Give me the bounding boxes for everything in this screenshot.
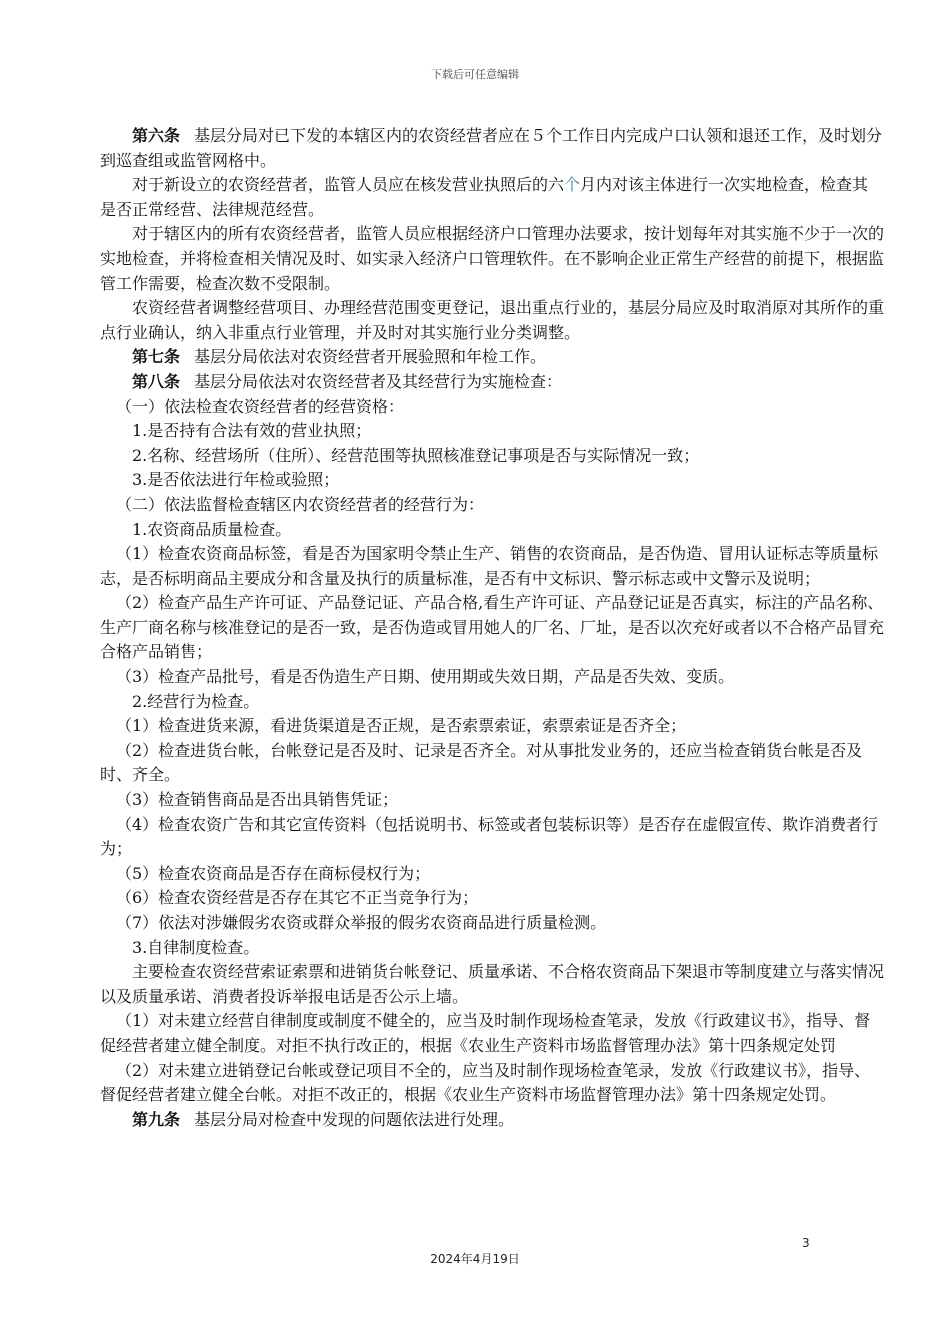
article-7: 第七条 基层分局依法对农资经营者开展验照和年检工作。 [132, 347, 547, 367]
paragraph: （3）检查产品批号，看是否伪造生产日期、使用期或失效日期，产品是否失效、变质。 [116, 667, 735, 687]
paragraph: （1）检查进货来源，看进货渠道是否正规，是否索票索证，索票索证是否齐全； [116, 716, 687, 736]
paragraph: （2）对未建立进销登记台帐或登记项目不全的，应当及时制作现场检查笔录，发放《行政建议书》，指导、督促经营者建立健全台帐。对拒不改正的，根据《农业生产资料市场监督管理办法》第十四条规定处罚。 [100, 1060, 871, 1105]
paragraph: （5）检查农资商品是否存在商标侵权行为； [116, 863, 431, 883]
paragraph: （2）检查进货台帐，台帐登记是否及时、记录是否齐全。对从事批发业务的，还应当检查销货台帐是否及时、齐全。 [100, 740, 863, 785]
article-label: 第八条 [132, 371, 181, 391]
paragraph: （6）检查农资经营是否存在其它不正当竞争行为； [116, 888, 479, 908]
page-header: 下载后可任意编辑 [431, 68, 519, 81]
paragraph: 农资经营者调整经营项目、办理经营范围变更登记，退出重点行业的，基层分局应及时取消原对其所作的重点行业确认，纳入非重点行业管理，并及时对其实施行业分类调整。 [100, 298, 885, 342]
paragraph: （1）检查农资商品标签，看是否为国家明令禁止生产、销售的农资商品，是否伪造、冒用认证标志等质量标志，是否标明商品主要成分和含量及执行的质量标准，是否有中文标识、警示标志或中文警示及说明； [100, 544, 879, 588]
paragraph: （7）依法对涉嫌假劣农资或群众举报的假劣农资商品进行质量检测。 [116, 913, 607, 932]
article-6: 第六条 基层分局对已下发的本辖区内的农资经营者应在５个工作日内完成户口认领和退还工作，及时划分到巡查组或监管网格中。 [100, 126, 883, 170]
paragraph: 对于辖区内的所有农资经营者，监管人员应根据经济户口管理办法要求，按计划每年对其实施不少于一次的实地检查，并将检查相关情况及时、如实录入经济户口管理软件。在不影响企业正常生产经营的前提下，根据监管工作需要，检查次数不受限制。 [100, 224, 885, 293]
paragraph: （3）检查销售商品是否出具销售凭证； [116, 790, 399, 810]
article-9: 第九条 基层分局对检查中发现的问题依法进行处理。 [132, 1109, 515, 1129]
paragraph: （1）对未建立经营自律制度或制度不健全的，应当及时制作现场检查笔录，发放《行政建议书》，指导、督促经营者建立健全制度。对拒不执行改正的，根据《农业生产资料市场监督管理办法》第十四条规定处罚 [100, 1011, 871, 1055]
paragraph: （4）检查农资广告和其它宣传资料（包括说明书、标签或者包装标识等）是否存在虚假宣传、欺诈消费者行为； [100, 814, 879, 859]
list-item: 3.是否依法进行年检或验照； [132, 470, 340, 490]
list-item: 1.是否持有合法有效的营业执照； [132, 421, 372, 441]
paragraph: （二）依法监督检查辖区内农资经营者的经营行为： [116, 494, 485, 514]
paragraph: （2）检查产品生产许可证、产品登记证、产品合格,看生产许可证、产品登记证是否真实，标注的产品名称、生产厂商名称与核准登记的是否一致，是否伪造或冒用她人的厂名、厂址，是否以次充好或者以不合格产品冒充合格产品销售； [100, 593, 885, 662]
page-footer-date: 2024年4月19日 [430, 1252, 520, 1266]
article-8: 第八条 基层分局依法对农资经营者及其经营行为实施检查： [132, 371, 563, 391]
document-body [100, 124, 884, 1132]
paragraph: （一）依法检查农资经营者的经营资格： [116, 396, 405, 416]
list-item: 1.农资商品质量检查。 [132, 519, 292, 539]
list-item: 2.经营行为检查。 [132, 691, 260, 711]
article-label: 第九条 [132, 1109, 181, 1129]
list-item: 2.名称、经营场所（住所）、经营范围等执照核准登记事项是否与实际情况一致； [132, 445, 700, 465]
article-label: 第六条 [132, 126, 181, 145]
list-item: 3.自律制度检查。 [132, 937, 260, 957]
article-label: 第七条 [132, 347, 181, 367]
page-number: 3 [802, 1236, 810, 1250]
paragraph: 对于新设立的农资经营者，监管人员应在核发营业执照后的六个月内对该主体进行一次实地检查，检查其是否正常经营、法律规范经营。 [100, 175, 869, 219]
paragraph: 主要检查农资经营索证索票和进销货台帐登记、质量承诺、不合格农资商品下架退市等制度建立与落实情况以及质量承诺、消费者投诉举报电话是否公示上墙。 [100, 962, 885, 1006]
